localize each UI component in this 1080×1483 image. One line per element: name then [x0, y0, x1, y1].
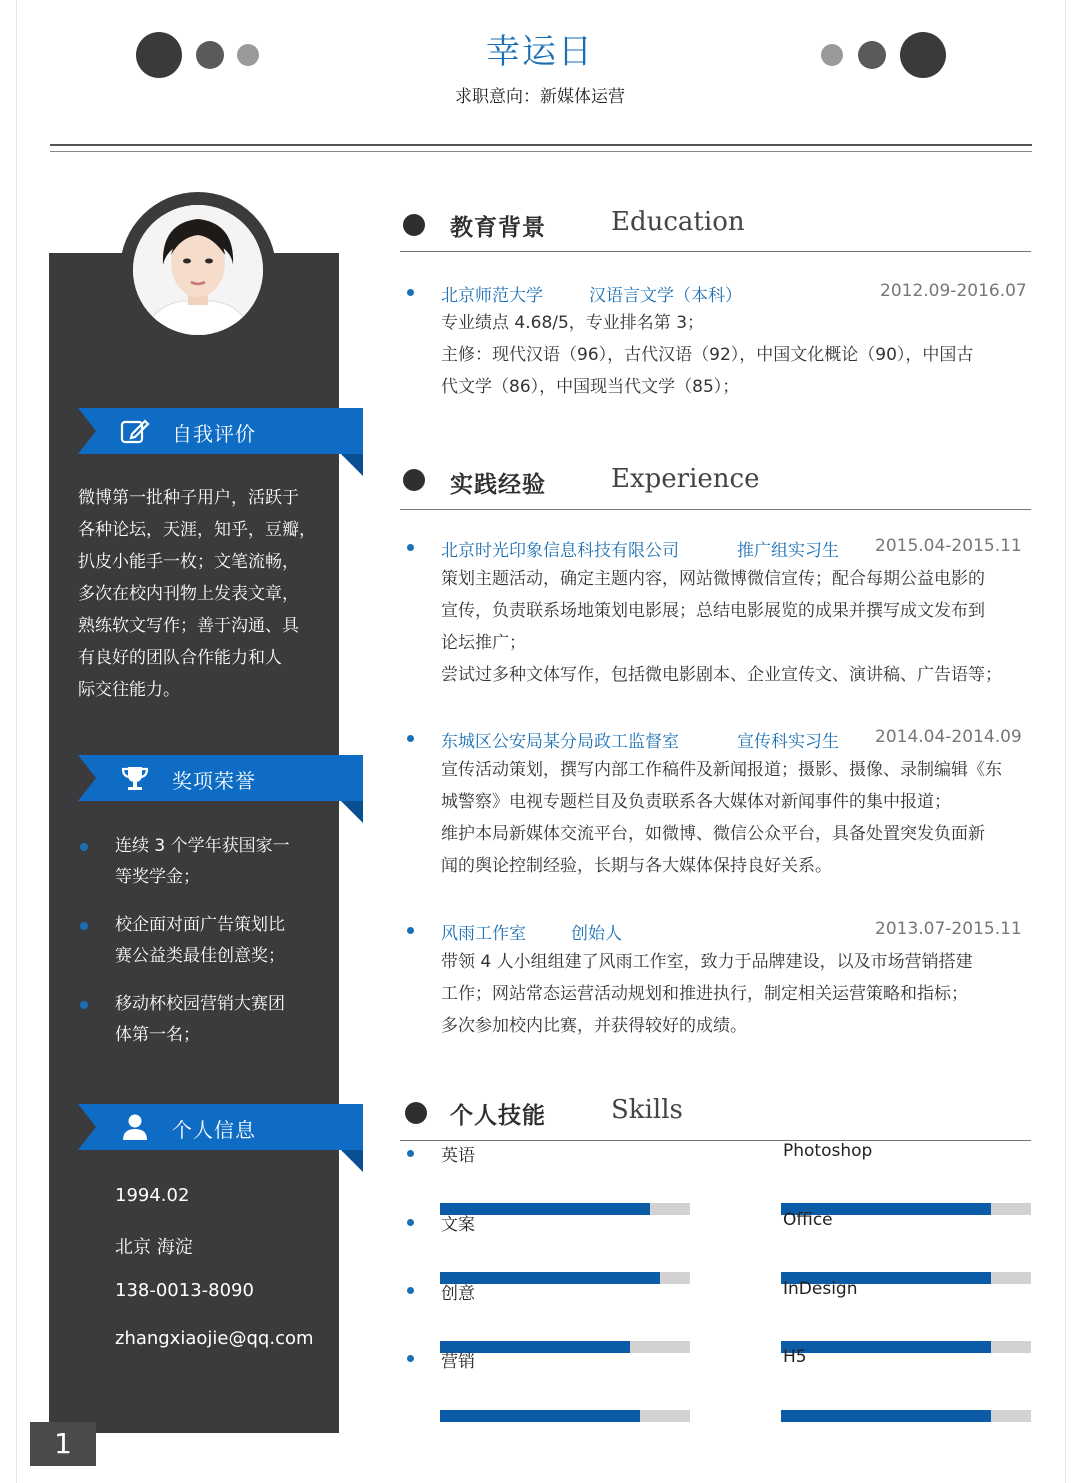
education-rule	[400, 251, 1031, 252]
experience-date: 2015.04-2015.11	[875, 536, 1022, 556]
experience-date: 2014.04-2014.09	[875, 727, 1022, 747]
award-item	[78, 989, 318, 1051]
self-eval-line: 际交往能力。	[78, 680, 180, 700]
location: 北京 海淀	[115, 1237, 193, 1258]
skill-name: 创意	[441, 1284, 475, 1304]
candidate-name: 幸运日	[486, 32, 594, 72]
skill-name: 营销	[441, 1352, 475, 1372]
education-line: 代文学（86），中国现当代文学（85）；	[441, 377, 740, 397]
experience-line: 多次参加校内比赛，并获得较好的成绩。	[441, 1016, 747, 1036]
award-line: 校企面对面广告策划比	[115, 915, 285, 935]
self-eval-line: 各种论坛，天涯，知乎，豆瓣，	[78, 520, 316, 540]
trophy-icon	[120, 764, 150, 792]
experience-line: 带领 4 人小组组建了风雨工作室，致力于品牌建设，以及市场营销搭建	[441, 952, 973, 972]
self-eval-title: 自我评价	[172, 422, 256, 446]
skill-name: 文案	[441, 1215, 475, 1235]
education-line: 主修：现代汉语（96），古代汉语（92），中国文化概论（90），中国古	[441, 345, 974, 365]
skills-title: 个人技能	[450, 1103, 546, 1129]
award-item	[78, 910, 318, 972]
person-icon	[120, 1113, 150, 1141]
skills-title-en: Skills	[611, 1095, 683, 1125]
phone: 138-0013-8090	[115, 1280, 254, 1301]
experience-bullet	[407, 735, 414, 742]
award-bullet	[80, 843, 88, 851]
skill-bullet	[407, 1150, 414, 1157]
experience-org: 东城区公安局某分局政工监督室	[441, 732, 679, 752]
experience-line: 策划主题活动，确定主题内容，网站微博微信宣传；配合每期公益电影的	[441, 569, 985, 589]
experience-rule	[400, 509, 1031, 510]
personal-info-banner	[78, 1104, 363, 1150]
header-rule	[50, 144, 1032, 146]
experience-line: 宣传活动策划，撰写内部工作稿件及新闻报道；摄影、摄像、录制编辑《东	[441, 760, 1002, 780]
experience-bullet	[407, 927, 414, 934]
header-rule-thin	[50, 151, 1032, 152]
personal-info-title: 个人信息	[172, 1118, 256, 1142]
experience-line: 维护本局新媒体交流平台，如微博、微信公众平台，具备处置突发负面新	[441, 824, 985, 844]
experience-line: 宣传，负责联系场地策划电影展；总结电影展览的成果并撰写成文发布到	[441, 601, 985, 621]
skill-bar	[440, 1272, 690, 1284]
avatar	[133, 205, 263, 335]
self-eval-line: 多次在校内刊物上发表文章，	[78, 584, 299, 604]
experience-org: 北京时光印象信息科技有限公司	[441, 541, 679, 561]
self-eval-line: 熟练软文写作；善于沟通、具	[78, 616, 299, 636]
experience-org: 风雨工作室	[441, 924, 526, 944]
award-item	[78, 831, 318, 893]
self-eval-line: 有良好的团队合作能力和人	[78, 648, 282, 668]
experience-details	[441, 754, 1031, 882]
experience-role: 宣传科实习生	[737, 732, 839, 752]
school-name: 北京师范大学	[441, 286, 543, 306]
self-eval-line: 扒皮小能手一枚；文笔流畅，	[78, 552, 299, 572]
education-bullet	[407, 289, 414, 296]
skill-name: Photoshop	[783, 1141, 873, 1161]
skill-bullet	[407, 1219, 414, 1226]
experience-title-en: Experience	[611, 464, 760, 494]
skill-bar-fill	[440, 1410, 640, 1422]
skill-bar-fill	[781, 1410, 991, 1422]
award-line: 连续 3 个学年获国家一	[115, 836, 290, 856]
education-date: 2012.09-2016.07	[880, 281, 1027, 301]
edit-icon	[120, 417, 150, 445]
awards-title: 奖项荣誉	[172, 769, 256, 793]
skill-bar	[440, 1341, 690, 1353]
experience-line: 城警察》电视专题栏目及负责联系各大媒体对新闻事件的集中报道；	[441, 792, 951, 812]
job-intent: 求职意向：新媒体运营	[455, 87, 625, 107]
avatar-portrait	[133, 205, 263, 335]
experience-details	[441, 563, 1031, 691]
page-number-badge: 1	[30, 1422, 96, 1466]
award-line: 体第一名；	[115, 1025, 200, 1045]
experience-bullet	[407, 544, 414, 551]
self-eval-text	[78, 482, 318, 706]
experience-section-dot	[403, 469, 425, 491]
experience-role: 推广组实习生	[737, 541, 839, 561]
education-title: 教育背景	[450, 215, 546, 241]
skill-bar	[781, 1341, 1031, 1353]
skill-name: Office	[783, 1210, 833, 1230]
award-line: 移动杯校园营销大赛团	[115, 994, 285, 1014]
birth-date: 1994.02	[115, 1185, 190, 1206]
experience-line: 闻的舆论控制经验，长期与各大媒体保持良好关系。	[441, 856, 832, 876]
education-details	[441, 307, 1031, 403]
skill-bar	[781, 1410, 1031, 1422]
skill-bar	[440, 1410, 690, 1422]
skill-bar	[440, 1203, 690, 1215]
experience-details	[441, 946, 1031, 1042]
email: zhangxiaojie@qq.com	[115, 1328, 314, 1349]
self-eval-line: 微博第一批种子用户，活跃于	[78, 488, 299, 508]
experience-line: 工作；网站常态运营活动规划和推进执行，制定相关运营策略和指标；	[441, 984, 968, 1004]
education-section-dot	[403, 214, 425, 236]
skill-name: 英语	[441, 1146, 475, 1166]
experience-date: 2013.07-2015.11	[875, 919, 1022, 939]
skill-name: InDesign	[783, 1279, 858, 1299]
award-bullet	[80, 922, 88, 930]
skill-bullet	[407, 1287, 414, 1294]
skill-bar-fill	[781, 1341, 991, 1353]
self-eval-banner	[78, 408, 363, 454]
skill-name: H5	[783, 1347, 807, 1367]
skills-section-dot	[405, 1102, 427, 1124]
education-line: 专业绩点 4.68/5，专业排名第 3；	[441, 313, 705, 333]
experience-title: 实践经验	[450, 472, 546, 498]
education-title-en: Education	[611, 207, 745, 237]
awards-banner	[78, 755, 363, 801]
experience-line: 论坛推广；	[441, 633, 526, 653]
award-bullet	[80, 1001, 88, 1009]
award-line: 等奖学金；	[115, 867, 200, 887]
skill-bullet	[407, 1355, 414, 1362]
experience-line: 尝试过多种文体写作，包括微电影剧本、企业宣传文、演讲稿、广告语等；	[441, 665, 1002, 685]
major: 汉语言文学（本科）	[589, 286, 742, 306]
skills-rule	[400, 1140, 1031, 1141]
award-line: 赛公益类最佳创意奖；	[115, 946, 285, 966]
experience-role: 创始人	[571, 924, 622, 944]
